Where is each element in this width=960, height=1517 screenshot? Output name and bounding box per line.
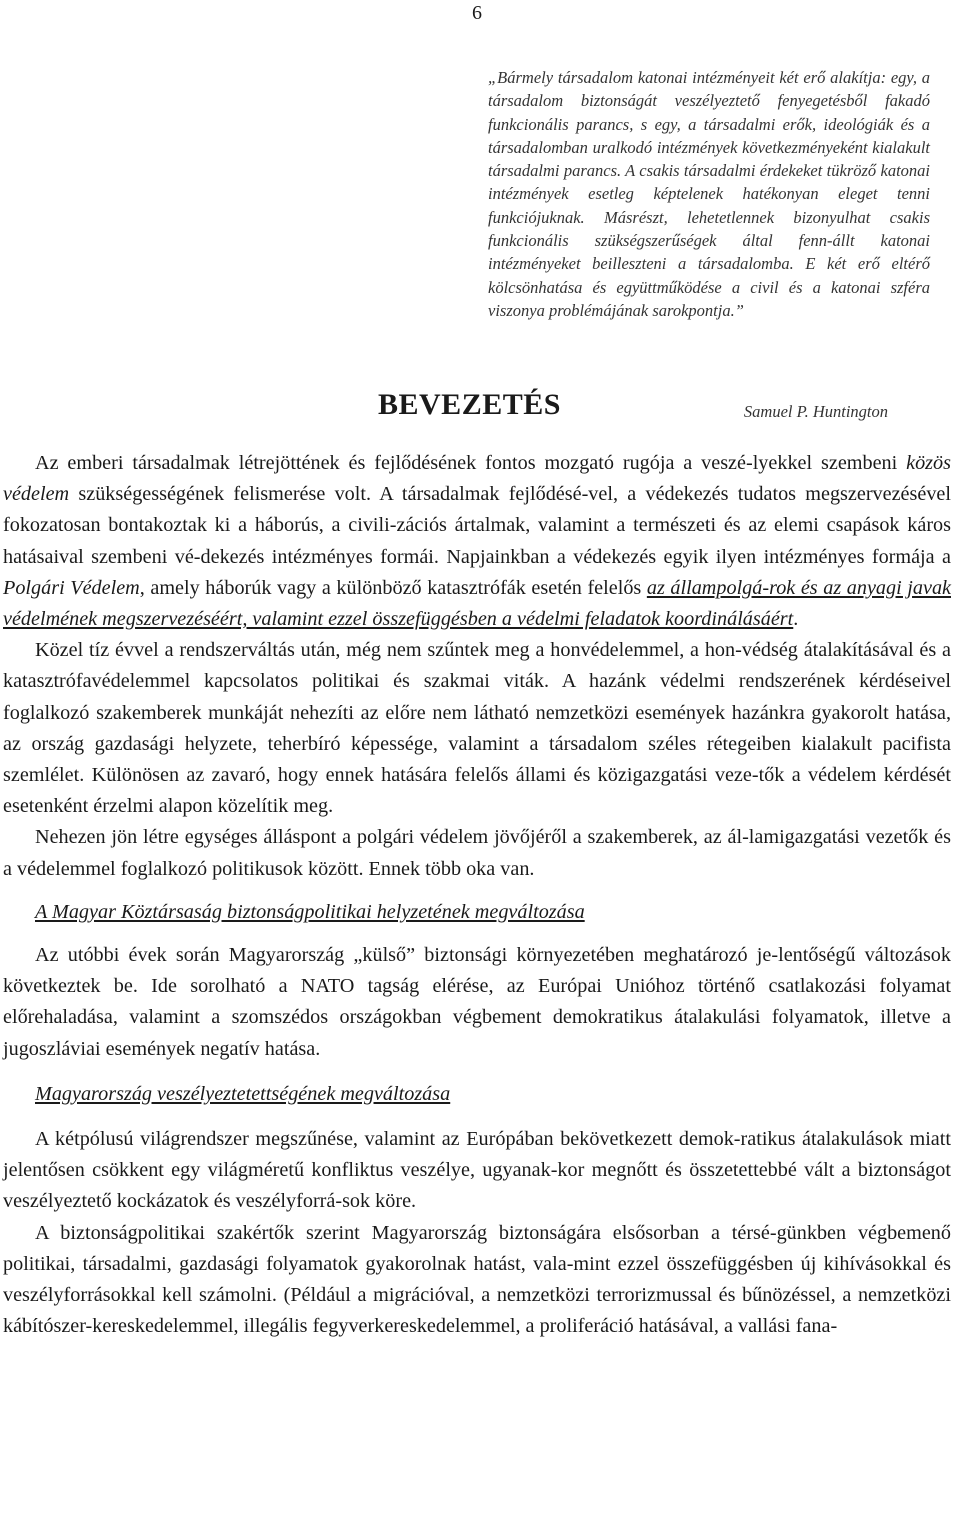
paragraph-6: A biztonságpolitikai szakértők szerint Magyarország biztonságára elsősorban a térsé-günkben végbemenő politikai, társadalmi, gazdasági folyamatok gyakorolnak hatást, vala-mint ezzel összefüggésben új kihívásokkal és veszélyforrásokkal kell számolni. (Például a migrációval, a nemzetközi terrorizmussal és bűnözéssel, a nemzetközi kábítószer-kereskedelemmel, illegális fegyverkereskedelemmel, a proliferáció hatásával, a vallási fana- — [3, 1221, 951, 1338]
epigraph-quote — [488, 66, 930, 421]
subheading-security-policy: A Magyar Köztársaság biztonságpolitikai helyzetének megváltozása — [35, 900, 585, 923]
epigraph-author: Samuel P. Huntington — [743, 402, 888, 421]
epigraph-text: „Bármely társadalom katonai intézményeit két erő alakítja: egy, a társadalom biztonságát veszélyeztető fenyegetésből fakadó funkcionális parancs, s egy, a társadalmi erők, ideológiák és a társadalomban uralkodó intézmények következményeként kialakult társadalmi parancs. A csakis társadalmi érdekeket tükröző katonai intézmények esetleg képtelenek hatékonyan eleget tenni funkciójuknak. Másrészt, lehetetlennek bizonyulhat csakis funkcionális szükségszerűségek által fenn-állt katonai intézményeket beilleszteni a társadalomba. E két erő eltérő kölcsönhatása és együttműködése a civil és a katonai szféra viszonya problémájának sarokpontja.” — [488, 68, 930, 320]
section-title: BEVEZETÉS — [378, 388, 561, 421]
paragraph-1-text-c: szükségességének felismerése volt. A társadalmak fejlődésé-vel, a védekezés tudatos megszervezésével fokozatosan bontakoztak ki a háborús, a civili-zációs ártalmak, valamint a természeti és az elemi csapások káros hatásaival szembeni vé-dekezés intézményes formái. Napjainkban a védekezés egyik ilyen intézményes formája a — [3, 483, 951, 568]
emphasis-responsibility: az állampolgá-rok és az anyagi javak védelmének megszervezéséért, valamint ezzel összefüggésben a védelmi feladatok koordinálásáért — [3, 576, 951, 631]
emphasis-common-defense: közös védelem — [3, 452, 951, 506]
paragraph-1-text-e: , amely háborúk vagy a különböző katasztrófák esetén felelős — [139, 576, 647, 599]
subheading-threat-change: Magyarország veszélyeztetettségének megváltozása — [35, 1082, 451, 1105]
document-body — [3, 448, 951, 1342]
emphasis-civil-defense: Polgári Védelem — [3, 576, 140, 599]
paragraph-3: Nehezen jön létre egységes álláspont a polgári védelem jövőjéről a szakemberek, az ál-lamigazgatási vezetők és a védelemmel foglalkozó politikusok között. Ennek több oka van. — [3, 826, 951, 880]
page-number: 6 — [472, 2, 482, 24]
paragraph-1 — [3, 448, 951, 635]
paragraph-2: Közel tíz évvel a rendszerváltás után, még nem szűntek meg a honvédelemmel, a hon-védség átalakításával és a katasztrófavédelemmel kapcsolatos politikai és szakmai viták. A hazánk védelmi rendszerének kérdéseivel foglalkozó szakemberek munkáját nehezíti az előre nem látható nemzetközi események hazánkra gyakorolt hatása, az ország gazdasági helyzete, teherbíró képessége, valamint a társadalom széles rétegeiben kialakult pacifista szemlélet. Különösen az zavaró, hogy ennek hatására felelős állami és közigazgatási veze-tők a védelem kérdését esetenként érzelmi alapon közelítik meg. — [3, 639, 951, 818]
paragraph-4: Az utóbbi évek során Magyarország „külső” biztonsági környezetében meghatározó je-lentőségű változások következtek be. Ide sorolható a NATO tagság elérése, az Európai Unióhoz történő csatlakozási folyamat előrehaladása, valamint a szomszédos országokban végbement demokratikus átalakulási folyamatok, illetve a jugoszláviai események negatív hatása. — [3, 944, 951, 1060]
paragraph-1-text-g: . — [793, 608, 799, 631]
paragraph-5: A kétpólusú világrendszer megszűnése, valamint az Európában bekövetkezett demok-ratikus átalakulások miatt jelentősen csökkent egy világméretű konfliktus veszélye, ugyanak-kor megnőtt és összetettebbé vált a biztonságot veszélyeztető kockázatok és veszélyforrá-sok köre. — [3, 1128, 951, 1213]
paragraph-1-text-a: Az emberi társadalmak létrejöttének és fejlődésének fontos mozgató rugója a veszé-lyekkel szembeni — [35, 452, 907, 474]
